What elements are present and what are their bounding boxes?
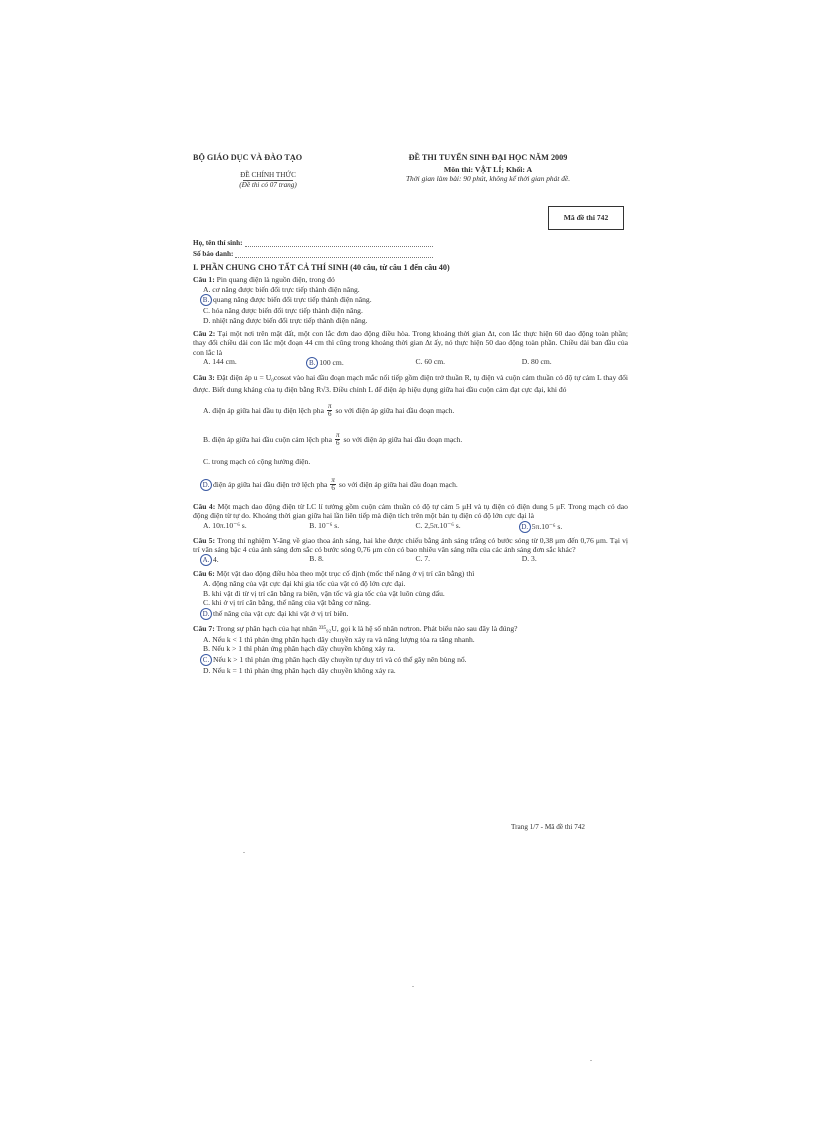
option-a: A. cơ năng được biến đổi trực tiếp thành điện năng. — [203, 284, 360, 294]
fraction-pi-over-6: $\frac{\pi}{6}$ — [335, 431, 340, 448]
question-number: Câu 5: — [193, 535, 215, 545]
question-text: Đặt điện áp u = U₀cosωt vào hai đầu đoạn mạch mắc nối tiếp gồm điện trở thuần R, tụ điện và cuộn cảm thuần có độ tự cảm L thay đổi được. Biết dung kháng của tụ điện bằng R√3. Điều chỉnh L để điện áp hiệu dụng giữa hai đầu cuộn cảm đạt cực đại, khi đó — [193, 373, 628, 395]
question-stem — [193, 536, 628, 555]
option-a-text: 4. — [213, 555, 219, 565]
option-c — [193, 654, 628, 666]
option-c-text: Nếu k > 1 thì phản ứng phân hạch dây chuyền tự duy trì và có thể gây nên bùng nổ. — [213, 654, 467, 664]
fraction-pi-over-6: $\frac{\pi}{6}$ — [331, 476, 335, 493]
exam-code: Mã đề thi 742 — [563, 213, 609, 223]
options-row — [193, 521, 628, 533]
option-a-tail: so với điện áp giữa hai đầu đoạn mạch. — [335, 406, 455, 416]
question-number: Câu 1: — [193, 275, 215, 285]
page-footer: Trang 1/7 - Mã đề thi 742 — [511, 823, 586, 831]
answer-mark-circle: A. — [200, 554, 212, 566]
option-d-text: thế năng của vật cực đại khi vật ở vị trí biên. — [213, 609, 349, 619]
question-number: Câu 7: — [193, 624, 215, 634]
answer-mark-circle: B. — [200, 294, 212, 306]
question-stem — [193, 372, 628, 396]
question-number: Câu 6: — [193, 569, 215, 579]
scan-speck — [590, 1060, 592, 1061]
option-a: A. 10π.10⁻⁶ s. — [203, 520, 247, 530]
question-number: Câu 4: — [193, 501, 216, 511]
scan-speck — [243, 852, 245, 853]
option-b: B. 8. — [309, 554, 324, 564]
option-d — [193, 608, 628, 620]
option-a: A. động năng của vật cực đại khi gia tốc của vật có độ lớn cực đại. — [203, 578, 406, 588]
question-4 — [193, 502, 628, 533]
candidate-name-line — [245, 240, 433, 247]
question-text: Pin quang điện là nguồn điện, trong đó — [216, 275, 335, 285]
option-b-text: B. điện áp giữa hai đầu cuộn cảm lệch pha — [203, 435, 332, 445]
option-d-text: điện áp giữa hai đầu điện trở lệch pha — [213, 479, 328, 489]
question-6 — [193, 569, 628, 620]
candidate-name-row — [193, 236, 433, 247]
option-b-text: quang năng được biến đổi trực tiếp thành điện năng. — [213, 295, 372, 305]
option-c: C. trong mạch có cộng hưởng điện. — [203, 456, 311, 466]
option-a: A. 144 cm. — [203, 357, 237, 367]
candidate-info — [193, 236, 433, 258]
answer-mark-circle: D. — [200, 479, 212, 491]
question-text: Tại một nơi trên mặt đất, một con lắc đơn dao động điều hòa. Trong khoảng thời gian Δt, con lắc thực hiện 60 dao động toàn phần; thay đổi chiều dài con lắc một đoạn 44 cm thì cũng trong khoảng thời gian Δt ấy, nó thực hiện 50 dao động toàn phần. Chiều dài ban đầu của con lắc là — [193, 328, 628, 357]
question-number: Câu 3: — [193, 373, 215, 383]
option-b — [309, 357, 415, 369]
question-7 — [193, 623, 628, 676]
option-c: C. 2,5π.10⁻⁶ s. — [415, 520, 461, 530]
question-text: Một vật dao động điều hòa theo một trục cố định (mốc thế năng ở vị trí cân bằng) thì — [216, 569, 475, 579]
option-b: B. khi vật đi từ vị trí cân bằng ra biên, vận tốc và gia tốc của vật luôn cùng dấu. — [203, 588, 445, 598]
option-d — [193, 473, 628, 497]
question-2 — [193, 329, 628, 369]
option-b — [193, 294, 628, 306]
exam-title: ĐỀ THI TUYỂN SINH ĐẠI HỌC NĂM 2009 — [408, 153, 568, 162]
scan-speck — [412, 986, 414, 987]
question-stem — [193, 623, 628, 634]
candidate-name-label: Họ, tên thí sinh: — [193, 238, 243, 247]
exam-code-box — [548, 206, 624, 230]
option-d: D. Nếu k = 1 thì phản ứng phân hạch dây chuyền không xảy ra. — [203, 665, 396, 675]
answer-mark-circle: B. — [306, 357, 318, 369]
options-row — [193, 554, 628, 566]
option-b: B. 10⁻⁶ s. — [309, 520, 340, 530]
question-stem — [193, 502, 628, 521]
option-a — [203, 554, 309, 566]
header-left — [193, 154, 343, 190]
fraction-pi-over-6: $\frac{\pi}{6}$ — [327, 402, 332, 419]
candidate-id-row — [193, 247, 433, 258]
option-c: C. 60 cm. — [415, 357, 446, 367]
question-text: Một mạch dao động điện từ LC lí tưởng gồm cuộn cảm thuần có độ tự cảm 5 μH và tụ điện có điện dung 5 μF. Trong mạch có dao động điện từ tự do. Khoảng thời gian giữa hai lần liên tiếp mà điện tích trên một bản tụ điện có độ lớn cực đại là — [193, 501, 628, 521]
answer-mark-circle: D. — [200, 608, 212, 620]
option-d — [522, 521, 628, 533]
official-label: ĐỀ CHÍNH THỨC — [240, 171, 296, 180]
answer-mark-circle: D. — [519, 521, 531, 533]
option-b — [193, 428, 628, 452]
question-number: Câu 2: — [193, 328, 216, 338]
question-1 — [193, 275, 628, 326]
option-d: D. 3. — [521, 554, 537, 564]
option-b-text: 100 cm. — [319, 358, 344, 368]
option-d-text: 5π.10⁻⁶ s. — [531, 521, 563, 531]
exam-body — [193, 264, 628, 679]
exam-time: Thời gian làm bài: 90 phút, không kể thời gian phát đề. — [405, 174, 571, 183]
option-d: D. 80 cm. — [521, 357, 552, 367]
option-c: C. hóa năng được biến đổi trực tiếp thành điện năng. — [203, 306, 363, 316]
question-5 — [193, 536, 628, 567]
section-heading: I. PHẦN CHUNG CHO TẤT CẢ THÍ SINH (40 câu, từ câu 1 đến câu 40) — [193, 263, 450, 272]
answer-mark-circle: C. — [200, 654, 212, 666]
question-stem — [193, 275, 628, 284]
option-d: D. nhiệt năng được biến đổi trực tiếp thành điện năng. — [203, 316, 368, 326]
candidate-id-label: Số báo danh: — [193, 249, 234, 258]
option-a: A. Nếu k < 1 thì phản ứng phân hạch dây chuyền xảy ra và năng lượng tỏa ra tăng nhanh. — [203, 634, 475, 644]
option-b: B. Nếu k > 1 thì phản ứng phân hạch dây chuyền không xảy ra. — [203, 644, 396, 654]
question-stem — [193, 569, 628, 578]
option-c: C. 7. — [415, 554, 431, 564]
option-b-tail: so với điện áp giữa hai đầu đoạn mạch. — [343, 435, 463, 445]
question-text: Trong sự phân hạch của hạt nhân ²³⁵₉₂U, gọi k là hệ số nhân nơtron. Phát biểu nào sau đây là đúng? — [216, 624, 518, 634]
exam-subject: Môn thi: VẬT LÍ; Khối: A — [443, 165, 533, 175]
ministry-name: BỘ GIÁO DỤC VÀ ĐÀO TẠO — [193, 153, 303, 162]
question-3 — [193, 372, 628, 496]
question-stem — [193, 329, 628, 357]
page-count-note: (Đề thi có 07 trang) — [239, 181, 297, 190]
header-right — [363, 154, 613, 182]
question-text: Trong thí nghiệm Y-âng về giao thoa ánh sáng, hai khe được chiếu bằng ánh sáng trắng có bước sóng từ 0,38 μm đến 0,76 μm. Tại vị trí vân sáng bậc 4 của ánh sáng đơn sắc có bước sóng 0,76 μm còn có bao nhiêu vân sáng nữa của các ánh sáng đơn sắc khác? — [193, 535, 628, 554]
option-a — [193, 399, 628, 423]
options-row — [193, 357, 628, 369]
option-c: C. khi ở vị trí cân bằng, thế năng của vật bằng cơ năng. — [203, 598, 371, 608]
candidate-id-line — [235, 251, 433, 258]
option-d-tail: so với điện áp giữa hai đầu đoạn mạch. — [338, 479, 458, 489]
option-a-text: A. điện áp giữa hai đầu tụ điện lệch pha — [203, 406, 324, 416]
